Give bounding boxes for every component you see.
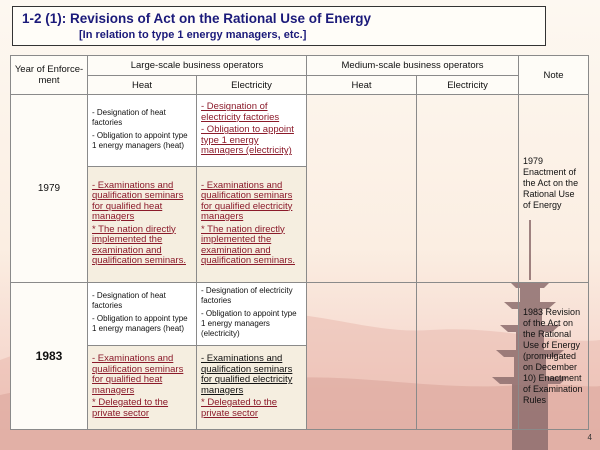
note-1979 (519, 95, 589, 283)
exam-heat-1979 (88, 167, 197, 283)
designation-heat-1979 (88, 95, 197, 167)
obligation-text: - Obligation to appoint type 1 energy managers (electricity) (201, 124, 294, 157)
designation-text: - Designation of electricity factories (201, 101, 280, 123)
exam-footnote: * Delegated to the private sector (92, 397, 169, 419)
exam-text: - Examinations and qualification seminars for qualified electricity managers (201, 353, 293, 396)
medium-electricity-1983 (417, 283, 519, 430)
exam-heat-1983 (88, 346, 197, 430)
page-subtitle: [In relation to type 1 energy managers, etc.] (79, 29, 307, 41)
note-1983 (519, 283, 589, 430)
header-medium-heat: Heat (307, 76, 417, 95)
designation-heat-1983 (88, 283, 197, 346)
header-note: Note (519, 56, 589, 95)
exam-electricity-1983 (197, 346, 307, 430)
designation-electricity-1983 (197, 283, 307, 346)
exam-electricity-1979 (197, 167, 307, 283)
exam-text: - Examinations and qualification seminars for qualified heat managers (92, 353, 184, 396)
medium-heat-1979 (307, 95, 417, 283)
note-text: 1983 Revision of the Act on the Rational Use of Energy (promulgated on December 10) Enactment of Examination Rules (523, 306, 583, 405)
medium-heat-1983 (307, 283, 417, 430)
designation-text: - Designation of electricity factories (201, 286, 293, 305)
exam-footnote: * The nation directly implemented the examination and qualification seminars. (201, 223, 295, 266)
note-text: 1979 Enactment of the Act on the Rational Use of Energy (523, 156, 579, 210)
header-large-scale: Large-scale business operators (88, 56, 307, 76)
obligation-text: - Obligation to appoint type 1 energy managers (heat) (92, 130, 188, 150)
designation-electricity-1979 (197, 95, 307, 167)
header-medium-scale: Medium-scale business operators (307, 56, 519, 76)
obligation-text: - Obligation to appoint type 1 energy managers (heat) (92, 314, 188, 333)
header-large-electricity: Electricity (197, 76, 307, 95)
revisions-table (10, 55, 589, 430)
title-box (12, 6, 546, 46)
exam-footnote: * The nation directly implemented the examination and qualification seminars. (92, 223, 186, 266)
obligation-text: - Obligation to appoint type 1 energy managers (electricity) (201, 309, 297, 338)
header-large-heat: Heat (88, 76, 197, 95)
exam-text: - Examinations and qualification seminars for qualified heat managers (92, 179, 184, 222)
exam-footnote: * Delegated to the private sector (201, 397, 278, 419)
year-cell-1979: 1979 (11, 95, 88, 283)
page-number: 4 (587, 433, 592, 442)
designation-text: - Designation of heat factories (92, 107, 166, 127)
exam-text: - Examinations and qualification seminars for qualified electricity managers (201, 179, 293, 222)
page-title: 1-2 (1): Revisions of Act on the Rational Use of Energy (22, 11, 372, 26)
year-cell-1983: 1983 (11, 283, 88, 430)
medium-electricity-1979 (417, 95, 519, 283)
designation-text: - Designation of heat factories (92, 291, 166, 310)
header-medium-electricity: Electricity (417, 76, 519, 95)
header-year: Year of Enforce-ment (11, 56, 88, 95)
